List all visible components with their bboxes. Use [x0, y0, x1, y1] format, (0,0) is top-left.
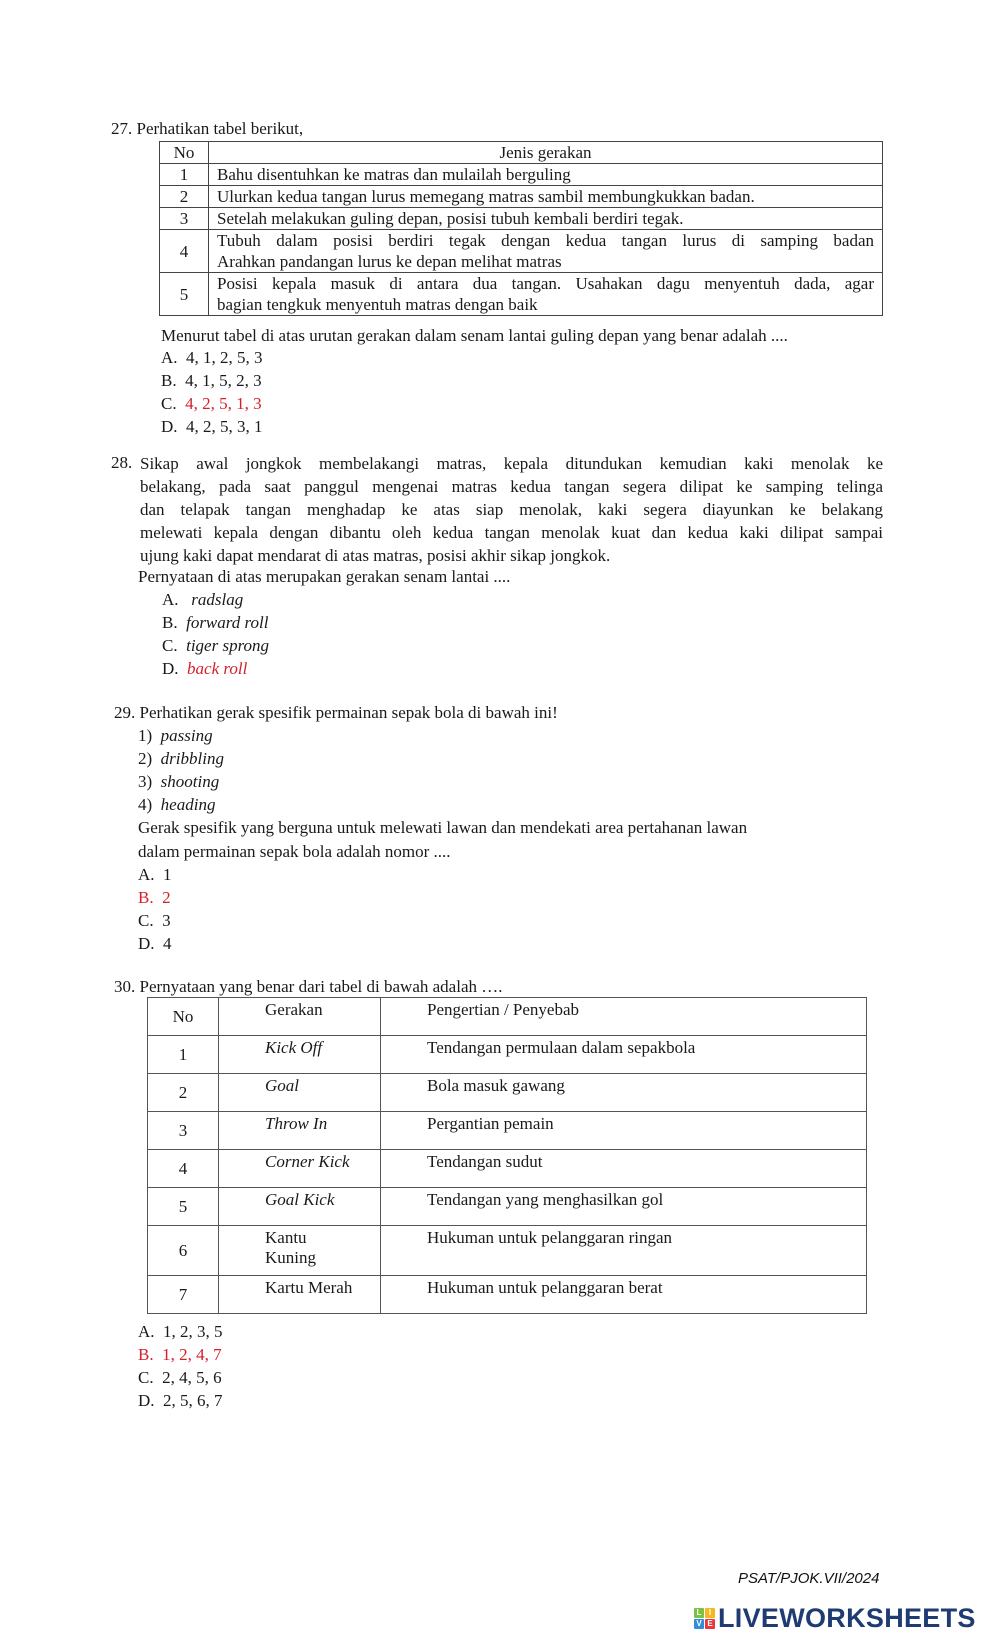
- row-number: 3: [148, 1112, 219, 1150]
- question-text-line: Gerak spesifik yang berguna untuk melewati lawan dan mendekati area pertahanan lawan: [138, 818, 748, 837]
- question-prompt: Perhatikan gerak spesifik permainan sepak bola di bawah ini!: [139, 703, 558, 722]
- logo-cell-i: I: [705, 1608, 715, 1618]
- football-terms-table: [147, 997, 867, 1314]
- table-row: [148, 1226, 867, 1276]
- list-item: 1) passing: [138, 726, 213, 745]
- question-text: Pernyataan di atas merupakan gerakan senam lantai ....: [138, 567, 511, 586]
- row-description: Pergantian pemain: [381, 1112, 867, 1150]
- row-description: Tendangan sudut: [381, 1150, 867, 1188]
- table-row: [148, 1074, 867, 1112]
- logo-cell-v: V: [694, 1619, 704, 1629]
- row-number: 7: [148, 1276, 219, 1314]
- list-item: 2) dribbling: [138, 749, 224, 768]
- row-number: 1: [160, 164, 209, 186]
- logo-icon: [694, 1608, 715, 1629]
- paragraph-line: dan telapak tangan menghadap ke atas siap menolak, kaki segera diayunkan ke belakang: [140, 500, 883, 519]
- logo-cell-e: E: [705, 1619, 715, 1629]
- option-d[interactable]: D. 4: [138, 934, 172, 953]
- row-number: 4: [160, 230, 209, 273]
- option-b[interactable]: B. 4, 1, 5, 2, 3: [161, 371, 262, 390]
- row-text: [209, 230, 883, 273]
- logo-cell-l: L: [694, 1608, 704, 1618]
- row-number: 1: [148, 1036, 219, 1074]
- row-description: Hukuman untuk pelanggaran berat: [381, 1276, 867, 1314]
- paragraph-line: Sikap awal jongkok membelakangi matras, kepala ditundukan kemudian kaki menolak ke: [140, 454, 883, 473]
- row-number: 6: [148, 1226, 219, 1276]
- option-a[interactable]: A. 1, 2, 3, 5: [138, 1322, 223, 1341]
- header-no: No: [148, 998, 219, 1036]
- row-description: Tendangan permulaan dalam sepakbola: [381, 1036, 867, 1074]
- row-number: 4: [148, 1150, 219, 1188]
- option-d[interactable]: D. 2, 5, 6, 7: [138, 1391, 223, 1410]
- row-description: Hukuman untuk pelanggaran ringan: [381, 1226, 867, 1276]
- question-number: 28.: [111, 453, 133, 472]
- option-b[interactable]: B. 1, 2, 4, 7: [138, 1345, 222, 1364]
- list-item: 4) heading: [138, 795, 216, 814]
- row-number: 5: [160, 273, 209, 316]
- row-gerakan: Goal: [219, 1074, 381, 1112]
- option-c[interactable]: C. tiger sprong: [162, 636, 270, 655]
- option-d[interactable]: D. 4, 2, 5, 3, 1: [161, 417, 263, 436]
- correct-answer: 4, 2, 5, 1, 3: [185, 394, 262, 413]
- table-header-row: [148, 998, 867, 1036]
- row-gerakan: Goal Kick: [219, 1188, 381, 1226]
- question-text: Menurut tabel di atas urutan gerakan dalam senam lantai guling depan yang benar adalah ....: [161, 326, 788, 345]
- row-description: Bola masuk gawang: [381, 1074, 867, 1112]
- correct-answer: 1, 2, 4, 7: [162, 1345, 222, 1364]
- question-paragraph: [140, 452, 883, 567]
- header-gerakan: Gerakan: [219, 998, 381, 1036]
- question-text-line: dalam permainan sepak bola adalah nomor ....: [138, 842, 451, 861]
- table-row: [160, 273, 883, 316]
- row-text-line: bagian tengkuk menyentuh matras dengan baik: [217, 295, 538, 314]
- option-c[interactable]: C. 2, 4, 5, 6: [138, 1368, 222, 1387]
- row-number: 2: [160, 186, 209, 208]
- question-number: 29.: [114, 703, 136, 722]
- row-number: 3: [160, 208, 209, 230]
- option-a[interactable]: A. radslag: [162, 590, 244, 609]
- row-text-line: Tubuh dalam posisi berdiri tegak dengan kedua tangan lurus di samping badan: [217, 231, 874, 250]
- option-b[interactable]: B. forward roll: [162, 613, 269, 632]
- table-row: [148, 1112, 867, 1150]
- header-no: No: [160, 142, 209, 164]
- correct-answer: back roll: [187, 659, 248, 678]
- row-gerakan: Throw In: [219, 1112, 381, 1150]
- option-c[interactable]: C. 3: [138, 911, 171, 930]
- option-c[interactable]: C. 4, 2, 5, 1, 3: [161, 394, 262, 413]
- row-text: Bahu disentuhkan ke matras dan mulailah berguling: [209, 164, 883, 186]
- table-header-row: [160, 142, 883, 164]
- row-gerakan: Corner Kick: [219, 1150, 381, 1188]
- row-number: 2: [148, 1074, 219, 1112]
- row-text-line: Posisi kepala masuk di antara dua tangan. Usahakan dagu menyentuh dada, agar: [217, 274, 874, 293]
- row-text-line: Arahkan pandangan lurus ke depan melihat matras: [217, 252, 562, 271]
- row-gerakan: Kick Off: [219, 1036, 381, 1074]
- paragraph-line: belakang, pada saat panggul mengenai matras kedua tangan segera dilipat ke samping telinga: [140, 477, 883, 496]
- option-d[interactable]: D. back roll: [162, 659, 248, 678]
- logo-text: LIVEWORKSHEETS: [718, 1603, 976, 1633]
- correct-answer: 2: [162, 888, 171, 907]
- list-item: 3) shooting: [138, 772, 220, 791]
- table-row: [160, 186, 883, 208]
- paragraph-line: melewati kepala dengan dibantu oleh kedua tangan menolak kuat dan kedua kaki dilipat sampai: [140, 523, 883, 542]
- header-pengertian: Pengertian / Penyebab: [381, 998, 867, 1036]
- row-gerakan: Kartu Merah: [219, 1276, 381, 1314]
- liveworksheets-logo: [694, 1603, 976, 1634]
- question-number: 30.: [114, 977, 136, 996]
- option-a[interactable]: A. 4, 1, 2, 5, 3: [161, 348, 263, 367]
- paragraph-line: ujung kaki dapat mendarat di atas matras, posisi akhir sikap jongkok.: [140, 546, 611, 565]
- movement-table: [159, 141, 883, 316]
- table-row: [160, 164, 883, 186]
- table-row: [148, 1150, 867, 1188]
- question-number: 27.: [111, 119, 133, 138]
- row-text: Setelah melakukan guling depan, posisi tubuh kembali berdiri tegak.: [209, 208, 883, 230]
- row-text: Ulurkan kedua tangan lurus memegang matras sambil membungkukkan badan.: [209, 186, 883, 208]
- table-row: [160, 230, 883, 273]
- row-text: [209, 273, 883, 316]
- row-gerakan: Kantu Kuning: [219, 1226, 381, 1276]
- document-code: PSAT/PJOK.VII/2024: [738, 1570, 880, 1587]
- table-row: [148, 1276, 867, 1314]
- header-jenis-gerakan: Jenis gerakan: [209, 142, 883, 164]
- option-b[interactable]: B. 2: [138, 888, 171, 907]
- row-description: Tendangan yang menghasilkan gol: [381, 1188, 867, 1226]
- option-a[interactable]: A. 1: [138, 865, 172, 884]
- question-prompt: Pernyataan yang benar dari tabel di bawah adalah ….: [139, 977, 503, 996]
- question-prompt: Perhatikan tabel berikut,: [136, 119, 304, 138]
- row-number: 5: [148, 1188, 219, 1226]
- table-row: [148, 1188, 867, 1226]
- table-row: [160, 208, 883, 230]
- table-row: [148, 1036, 867, 1074]
